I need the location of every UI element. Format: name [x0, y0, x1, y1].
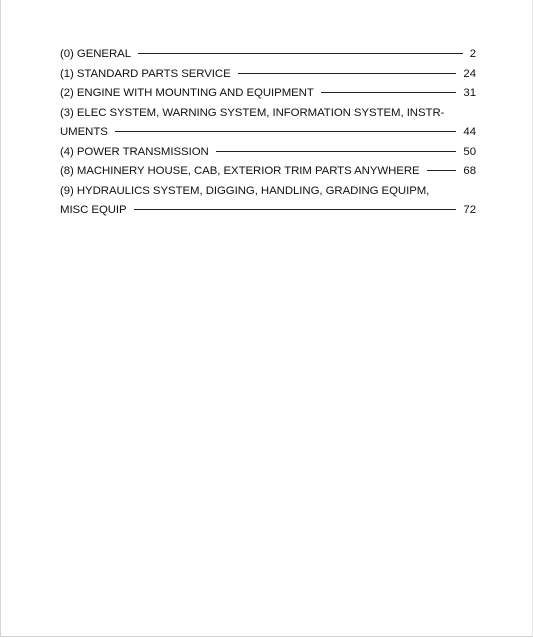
- toc-leader-line: [238, 73, 457, 74]
- toc-entry-title: (4) POWER TRANSMISSION: [60, 145, 209, 158]
- toc-leader-line: [216, 151, 457, 152]
- toc-page-number: 50: [463, 145, 476, 158]
- toc-entry-title: (1) STANDARD PARTS SERVICE: [60, 67, 231, 80]
- table-of-contents: [60, 45, 476, 221]
- toc-page-number: 24: [463, 67, 476, 80]
- toc-entry-title: (2) ENGINE WITH MOUNTING AND EQUIPMENT: [60, 87, 314, 99]
- toc-page-number: 72: [463, 204, 476, 216]
- toc-page-number: 31: [463, 87, 476, 99]
- toc-leader-line: [138, 53, 463, 54]
- toc-entry-title-line1: (9) HYDRAULICS SYSTEM, DIGGING, HANDLING, GRADING EQUIPM,: [60, 184, 430, 197]
- toc-entry-standard-parts-service[interactable]: [60, 65, 476, 85]
- toc-entry-hydraulics-system[interactable]: [60, 182, 476, 221]
- toc-leader-line: [321, 92, 457, 93]
- toc-page-number: 68: [463, 165, 476, 177]
- toc-leader-line: [427, 170, 457, 171]
- toc-page-number: 44: [463, 126, 476, 138]
- toc-entry-elec-system[interactable]: [60, 104, 476, 143]
- toc-page-number: 2: [469, 48, 476, 60]
- toc-leader-line: [115, 131, 457, 132]
- toc-entry-machinery-house[interactable]: [60, 162, 476, 182]
- toc-entry-title-line1: (3) ELEC SYSTEM, WARNING SYSTEM, INFORMATION SYSTEM, INSTR-: [60, 106, 445, 119]
- toc-entry-title-line2: MISC EQUIP: [60, 204, 127, 216]
- toc-entry-general[interactable]: [60, 45, 476, 65]
- toc-entry-engine[interactable]: [60, 84, 476, 104]
- toc-leader-line: [134, 209, 457, 210]
- toc-entry-power-transmission[interactable]: [60, 143, 476, 163]
- toc-entry-title-line2: UMENTS: [60, 126, 108, 138]
- toc-entry-title: (8) MACHINERY HOUSE, CAB, EXTERIOR TRIM PARTS ANYWHERE: [60, 165, 420, 177]
- toc-entry-title: (0) GENERAL: [60, 48, 131, 60]
